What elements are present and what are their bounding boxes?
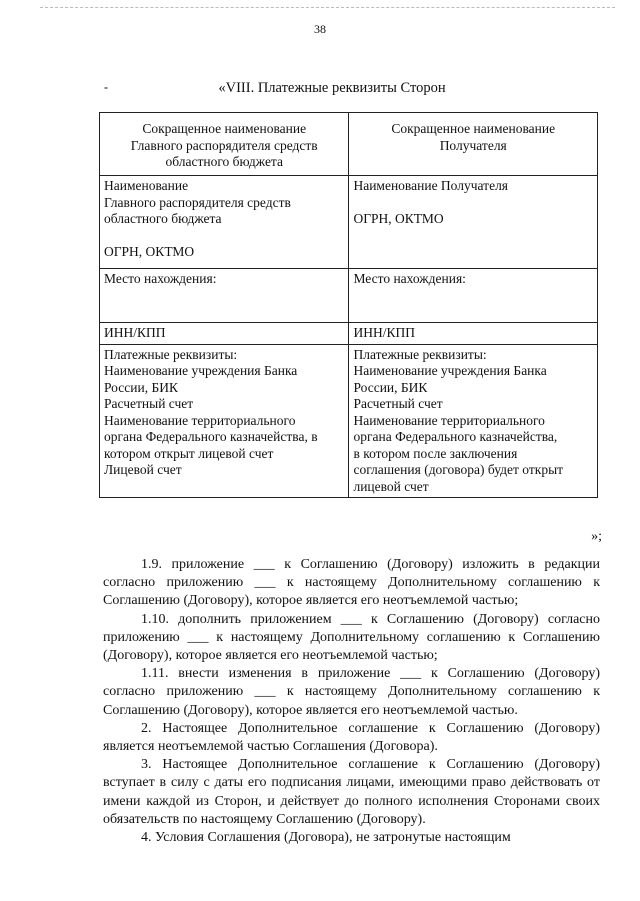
page-top-rule — [40, 7, 615, 8]
cell-line: Наименование — [104, 178, 189, 193]
cell-line: областного бюджета — [104, 211, 222, 226]
header-left-line: Главного распорядителя средств — [130, 137, 318, 153]
paragraph-4: 4. Условия Соглашения (Договора), не затронутые настоящим — [141, 830, 511, 846]
paragraph-1-9: 1.9. приложение ___ к Соглашению (Договору) изложить в редакции согласно приложению ___ к настоящему Дополнительному соглашению к Соглашению (Договору), которое является его неотъемлемой частью; — [103, 557, 600, 609]
header-right-line: Получателя — [439, 137, 507, 153]
paragraph-1-10: 1.10. дополнить приложением ___ к Соглашению (Договору) согласно приложению ___ к настоящему Дополнительному соглашению к Соглашению (Договору), которое является его неотъемлемой частью; — [103, 611, 600, 664]
closing-quote-mark: »; — [591, 529, 602, 544]
cell-distributor-payment — [100, 344, 349, 498]
cell-line: России, БИК — [104, 379, 178, 395]
cell-line: соглашения (договора) будет открыт — [353, 462, 564, 477]
cell-line: Наименование территориального — [104, 412, 296, 428]
cell-line: Наименование Получателя — [353, 178, 509, 193]
cell-line: ОГРН, ОКТМО — [104, 243, 195, 259]
requisites-table — [99, 112, 598, 498]
cell-line: Платежные реквизиты: — [353, 346, 487, 362]
cell-line: ОГРН, ОКТМО — [353, 210, 444, 226]
margin-mark: - — [104, 80, 108, 94]
table-row-name — [100, 176, 598, 269]
table-row-inn — [100, 323, 598, 345]
paragraph-1-11: 1.11. внести изменения в приложение ___ к Соглашению (Договору) согласно приложению ___ к настоящему Дополнительному соглашению к Соглашению (Договору), которое является его неотъемлемой частью. — [103, 666, 600, 718]
table-header-row — [100, 113, 598, 176]
section-title: «VIII. Платежные реквизиты Сторон — [218, 80, 446, 96]
cell-recipient-payment — [349, 344, 598, 498]
header-left-line: Сокращенное наименование — [142, 121, 307, 136]
header-cell-distributor — [100, 113, 349, 176]
cell-recipient-inn: ИНН/КПП — [349, 323, 598, 345]
cell-recipient-location: Место нахождения: — [349, 269, 598, 323]
cell-line: Платежные реквизиты: — [104, 346, 238, 362]
cell-line: в котором после заключения — [353, 445, 518, 461]
header-right-line: Сокращенное наименование — [391, 121, 556, 136]
page-number: 38 — [314, 22, 326, 36]
cell-line: Наименование учреждения Банка — [104, 363, 298, 378]
cell-distributor-inn: ИНН/КПП — [100, 323, 349, 345]
cell-distributor-location: Место нахождения: — [100, 269, 349, 323]
cell-line: России, БИК — [353, 379, 428, 395]
header-left-line: областного бюджета — [165, 154, 283, 169]
cell-line: Главного распорядителя средств — [104, 194, 291, 210]
cell-distributor-name — [100, 176, 349, 269]
cell-line: Расчетный счет — [353, 396, 443, 411]
cell-line: органа Федерального казначейства, в — [104, 429, 318, 444]
cell-line: Наименование территориального — [353, 412, 545, 428]
cell-line: Лицевой счет — [104, 462, 182, 477]
paragraph-3: 3. Настоящее Дополнительное соглашение к Соглашению (Договору) вступает в силу с даты его подписания лицами, имеющими право действовать от имени каждой из Сторон, и действует до полного исполнения Сторонами своих обязательств по настоящему Соглашению (Договору). — [103, 757, 600, 827]
cell-line: лицевой счет — [353, 478, 429, 494]
cell-line: органа Федерального казначейства, — [353, 429, 558, 444]
table-row-payment — [100, 344, 598, 498]
paragraph-2: 2. Настоящее Дополнительное соглашение к Соглашению (Договору) является неотъемлемой частью Соглашения (Договора). — [103, 720, 600, 755]
cell-line: котором открыт лицевой счет — [104, 445, 274, 461]
document-body — [103, 556, 600, 847]
table-row-location — [100, 269, 598, 323]
cell-line: Наименование учреждения Банка — [353, 363, 547, 378]
cell-line: Расчетный счет — [104, 396, 194, 411]
cell-recipient-name — [349, 176, 598, 269]
header-cell-recipient — [349, 113, 598, 176]
